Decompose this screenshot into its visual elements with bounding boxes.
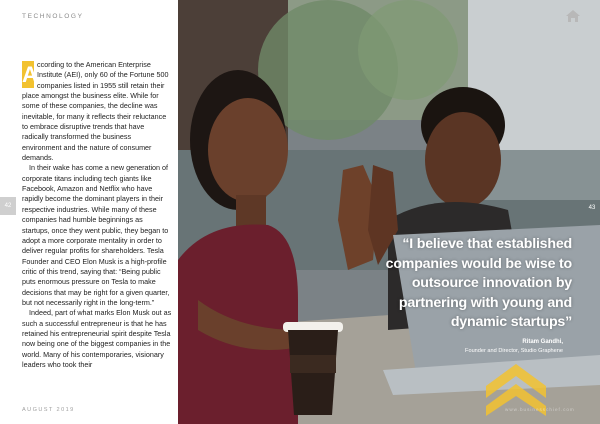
quote-attribution-name: Ritam Gandhi, bbox=[522, 339, 563, 345]
page-number-left: 42 bbox=[0, 197, 16, 215]
issue-date: AUGUST 2019 bbox=[22, 407, 75, 413]
dropcap: A bbox=[22, 62, 38, 87]
article-paragraph: In their wake has come a new generation of corporate titans including tech giants like Facebook, Amazon and Netflix who have rapidly become the dominant players in their respective industries. While many of these companies had humble beginnings as startups, once they went public, they began to adopt a more corporate mentality in order to deliver regular profits for shareholders. Tesla Founder and CEO Elon Musk is a high-profile critic of this trend, saying that: “Being public puts enormous pressure on Tesla to make decisions that may be right for a given quarter, but not necessarily right in the long-term.” bbox=[22, 163, 170, 307]
article-paragraph: Indeed, part of what marks Elon Musk out as such a successful entrepreneur is that he has retained his entrepreneurial spirit despite Tesla now being one of the biggest companies in the world. Many of his contemporaries, visionary leaders who took their bbox=[22, 308, 172, 369]
quote-attribution-role: Founder and Director, Studio Graphene bbox=[465, 348, 563, 354]
page-number-right: 43 bbox=[588, 205, 596, 211]
website-footer: www.businesschief.com bbox=[505, 407, 575, 412]
paragraph-text: ccording to the American Enterprise Institute (AEI), only 60 of the Fortune 500 companies listed in 1955 still retain their place amongst the business elite. While for some of these companies, the decline was inevitable, for many it reflects their reluctance to embrace disruptive trends that have radically transformed the business environment and the nature of consumer demands. bbox=[22, 60, 169, 163]
section-label: TECHNOLOGY bbox=[22, 13, 84, 20]
article-paragraph bbox=[22, 60, 172, 163]
home-icon[interactable] bbox=[565, 9, 581, 23]
pull-quote: “I believe that established companies would be wise to outsource innovation by partnering with young and dynamic startups” bbox=[385, 236, 572, 330]
article-body bbox=[22, 60, 172, 370]
left-page bbox=[0, 0, 178, 424]
